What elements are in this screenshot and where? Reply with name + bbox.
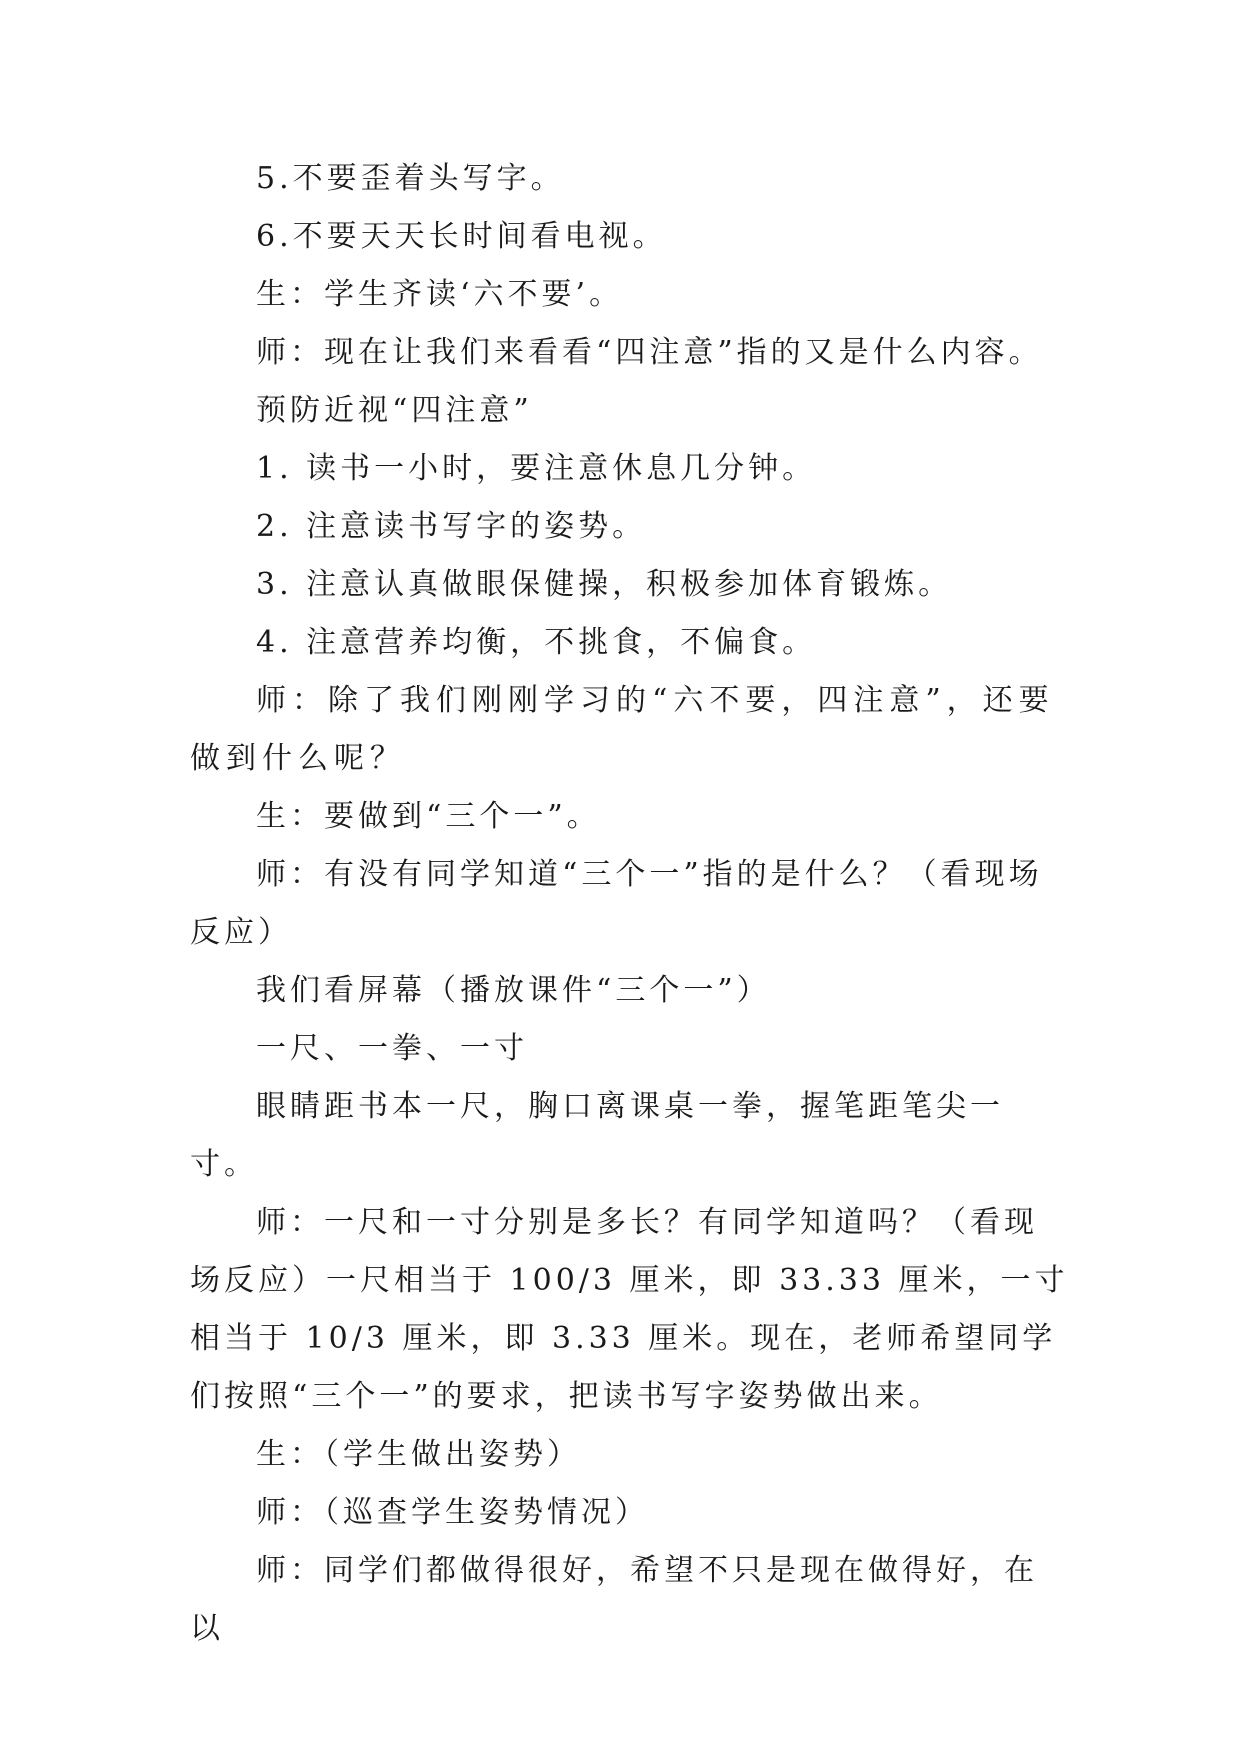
paragraph: 师：有没有同学知道“三个一”指的是什么？（看现场反应） xyxy=(190,857,1043,950)
document-body xyxy=(190,150,1070,1658)
paragraph: 3. 注意认真做眼保健操，积极参加体育锻炼。 xyxy=(256,567,953,602)
paragraph: 我们看屏幕（播放课件“三个一”） xyxy=(256,973,771,1008)
paragraph: 1. 读书一小时，要注意休息几分钟。 xyxy=(256,451,817,486)
paragraph: 生：学生齐读‘六不要’。 xyxy=(256,277,624,312)
paragraph: 师：同学们都做得很好，希望不只是现在做得好，在以 xyxy=(190,1553,1038,1646)
paragraph: 5.不要歪着头写字。 xyxy=(256,161,565,196)
paragraph: 生：要做到“三个一”。 xyxy=(256,799,601,834)
paragraph: 6.不要天天长时间看电视。 xyxy=(256,219,667,254)
paragraph: 4. 注意营养均衡，不挑食，不偏食。 xyxy=(256,625,817,660)
paragraph: 预防近视“四注意” xyxy=(256,393,533,428)
paragraph: 师：（巡查学生姿势情况） xyxy=(256,1495,649,1530)
paragraph: 眼睛距书本一尺，胸口离课桌一拳，握笔距笔尖一寸。 xyxy=(190,1089,1004,1182)
paragraph: 生：（学生做出姿势） xyxy=(256,1437,581,1472)
paragraph: 一尺、一拳、一寸 xyxy=(256,1031,528,1066)
paragraph: 师：一尺和一寸分别是多长？有同学知道吗？（看现场反应）一尺相当于 100/3 厘米，即 33.33 厘米，一寸相当于 10/3 厘米，即 3.33 厘米。现在，老师希望同学们按照“三个一”的要求，把读书写字姿势做出来。 xyxy=(190,1205,1069,1414)
paragraph: 师：现在让我们来看看“四注意”指的又是什么内容。 xyxy=(256,335,1043,370)
paragraph: 师：除了我们刚刚学习的“六不要，四注意”，还要做到什么呢？ xyxy=(190,683,1055,776)
paragraph: 2. 注意读书写字的姿势。 xyxy=(256,509,647,544)
